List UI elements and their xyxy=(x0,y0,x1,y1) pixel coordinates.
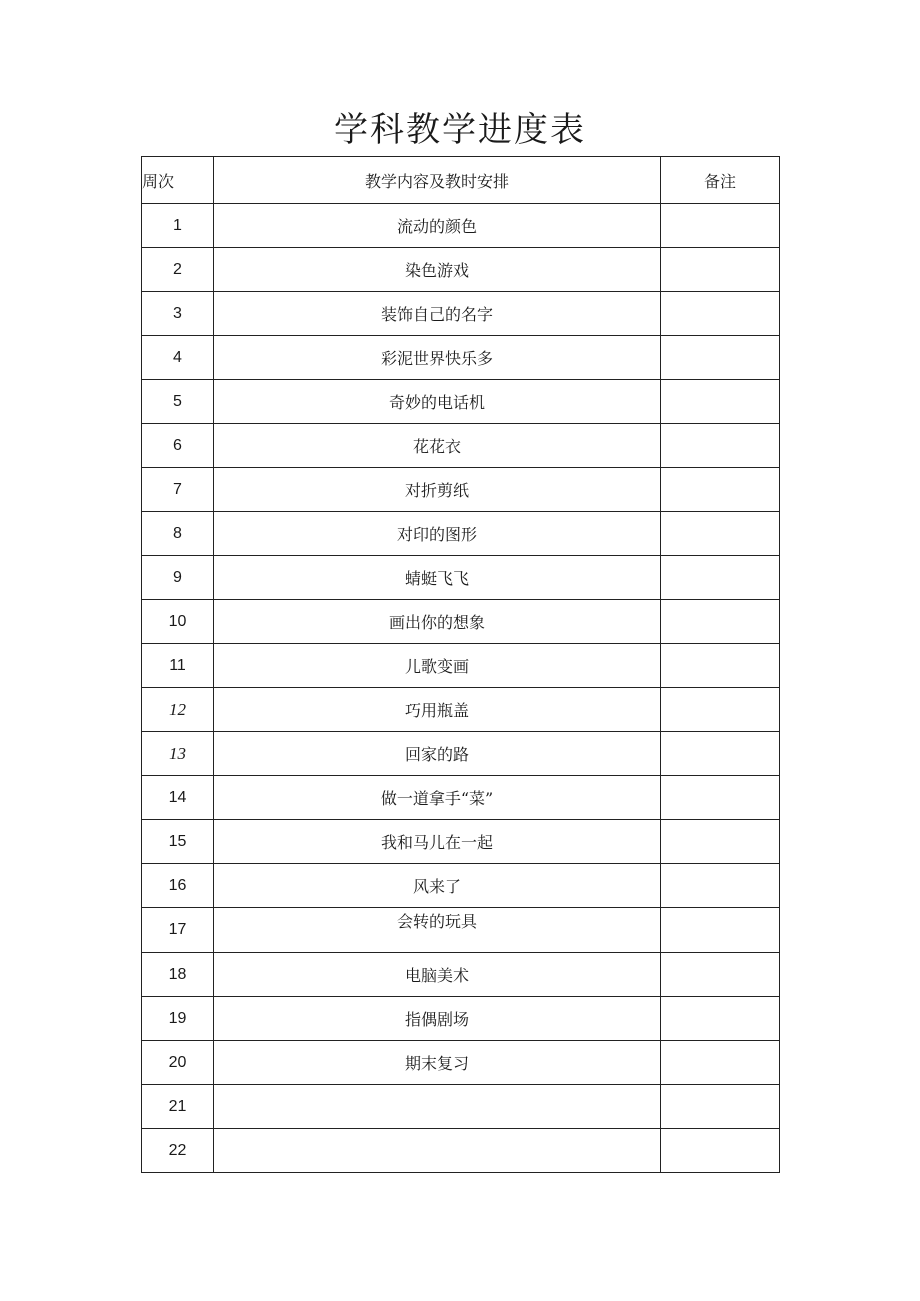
week-number-cell: 11 xyxy=(142,644,214,688)
header-remarks: 备注 xyxy=(661,157,780,204)
remarks-cell xyxy=(661,688,780,732)
lesson-content-cell: 对折剪纸 xyxy=(214,468,661,512)
remarks-cell xyxy=(661,600,780,644)
table-row xyxy=(142,248,780,292)
week-number-cell: 7 xyxy=(142,468,214,512)
remarks-cell xyxy=(661,732,780,776)
table-header-row xyxy=(142,157,780,204)
remarks-cell xyxy=(661,336,780,380)
lesson-content-cell: 装饰自己的名字 xyxy=(214,292,661,336)
week-number-cell: 6 xyxy=(142,424,214,468)
table-row xyxy=(142,864,780,908)
table-row xyxy=(142,468,780,512)
table-row xyxy=(142,336,780,380)
remarks-cell xyxy=(661,997,780,1041)
remarks-cell xyxy=(661,512,780,556)
lesson-content-cell xyxy=(214,1129,661,1173)
table-row xyxy=(142,424,780,468)
header-content: 教学内容及教时安排 xyxy=(214,157,661,204)
week-number-cell: 17 xyxy=(142,908,214,953)
remarks-cell xyxy=(661,1041,780,1085)
week-number-cell: 19 xyxy=(142,997,214,1041)
week-number-cell: 4 xyxy=(142,336,214,380)
table-row xyxy=(142,1129,780,1173)
lesson-content-cell: 对印的图形 xyxy=(214,512,661,556)
table-row xyxy=(142,1085,780,1129)
lesson-content-cell: 花花衣 xyxy=(214,424,661,468)
remarks-cell xyxy=(661,776,780,820)
remarks-cell xyxy=(661,468,780,512)
lesson-content-cell: 彩泥世界快乐多 xyxy=(214,336,661,380)
lesson-content-cell: 巧用瓶盖 xyxy=(214,688,661,732)
remarks-cell xyxy=(661,204,780,248)
week-number-cell: 16 xyxy=(142,864,214,908)
table-row xyxy=(142,997,780,1041)
remarks-cell xyxy=(661,1129,780,1173)
lesson-content-cell: 儿歌变画 xyxy=(214,644,661,688)
table-row xyxy=(142,512,780,556)
lesson-content-cell: 做一道拿手“菜” xyxy=(214,776,661,820)
lesson-content-cell: 蜻蜓飞飞 xyxy=(214,556,661,600)
table-row xyxy=(142,204,780,248)
table-row xyxy=(142,600,780,644)
lesson-content-cell: 回家的路 xyxy=(214,732,661,776)
lesson-content-cell xyxy=(214,1085,661,1129)
week-number-cell: 1 xyxy=(142,204,214,248)
table-row xyxy=(142,292,780,336)
table-row xyxy=(142,688,780,732)
week-number-cell: 5 xyxy=(142,380,214,424)
table-row xyxy=(142,820,780,864)
remarks-cell xyxy=(661,1085,780,1129)
lesson-content-cell: 指偶剧场 xyxy=(214,997,661,1041)
lesson-content-cell: 期末复习 xyxy=(214,1041,661,1085)
week-number-cell: 12 xyxy=(142,688,214,732)
lesson-content-cell: 会转的玩具 xyxy=(214,908,661,953)
week-number-cell: 18 xyxy=(142,953,214,997)
table-row xyxy=(142,380,780,424)
week-number-cell: 10 xyxy=(142,600,214,644)
week-number-cell: 2 xyxy=(142,248,214,292)
table-row xyxy=(142,556,780,600)
lesson-content-cell: 电脑美术 xyxy=(214,953,661,997)
lesson-content-cell: 奇妙的电话机 xyxy=(214,380,661,424)
lesson-content-cell: 画出你的想象 xyxy=(214,600,661,644)
table-row xyxy=(142,732,780,776)
week-number-cell: 21 xyxy=(142,1085,214,1129)
remarks-cell xyxy=(661,248,780,292)
week-number-cell: 14 xyxy=(142,776,214,820)
remarks-cell xyxy=(661,556,780,600)
remarks-cell xyxy=(661,292,780,336)
lesson-content-cell: 我和马儿在一起 xyxy=(214,820,661,864)
table-row xyxy=(142,776,780,820)
lesson-content-cell: 流动的颜色 xyxy=(214,204,661,248)
week-number-cell: 15 xyxy=(142,820,214,864)
page-title: 学科教学进度表 xyxy=(334,110,586,150)
remarks-cell xyxy=(661,380,780,424)
schedule-body xyxy=(142,157,780,1173)
week-number-cell: 13 xyxy=(142,732,214,776)
schedule-table xyxy=(141,156,780,1173)
remarks-cell xyxy=(661,424,780,468)
table-row xyxy=(142,1041,780,1085)
remarks-cell xyxy=(661,908,780,953)
week-number-cell: 22 xyxy=(142,1129,214,1173)
week-number-cell: 9 xyxy=(142,556,214,600)
week-number-cell: 20 xyxy=(142,1041,214,1085)
remarks-cell xyxy=(661,864,780,908)
week-number-cell: 8 xyxy=(142,512,214,556)
table-row xyxy=(142,644,780,688)
table-row xyxy=(142,908,780,953)
lesson-content-cell: 风来了 xyxy=(214,864,661,908)
remarks-cell xyxy=(661,953,780,997)
remarks-cell xyxy=(661,644,780,688)
lesson-content-cell: 染色游戏 xyxy=(214,248,661,292)
week-number-cell: 3 xyxy=(142,292,214,336)
table-row xyxy=(142,953,780,997)
remarks-cell xyxy=(661,820,780,864)
header-week: 周次 xyxy=(142,157,214,204)
